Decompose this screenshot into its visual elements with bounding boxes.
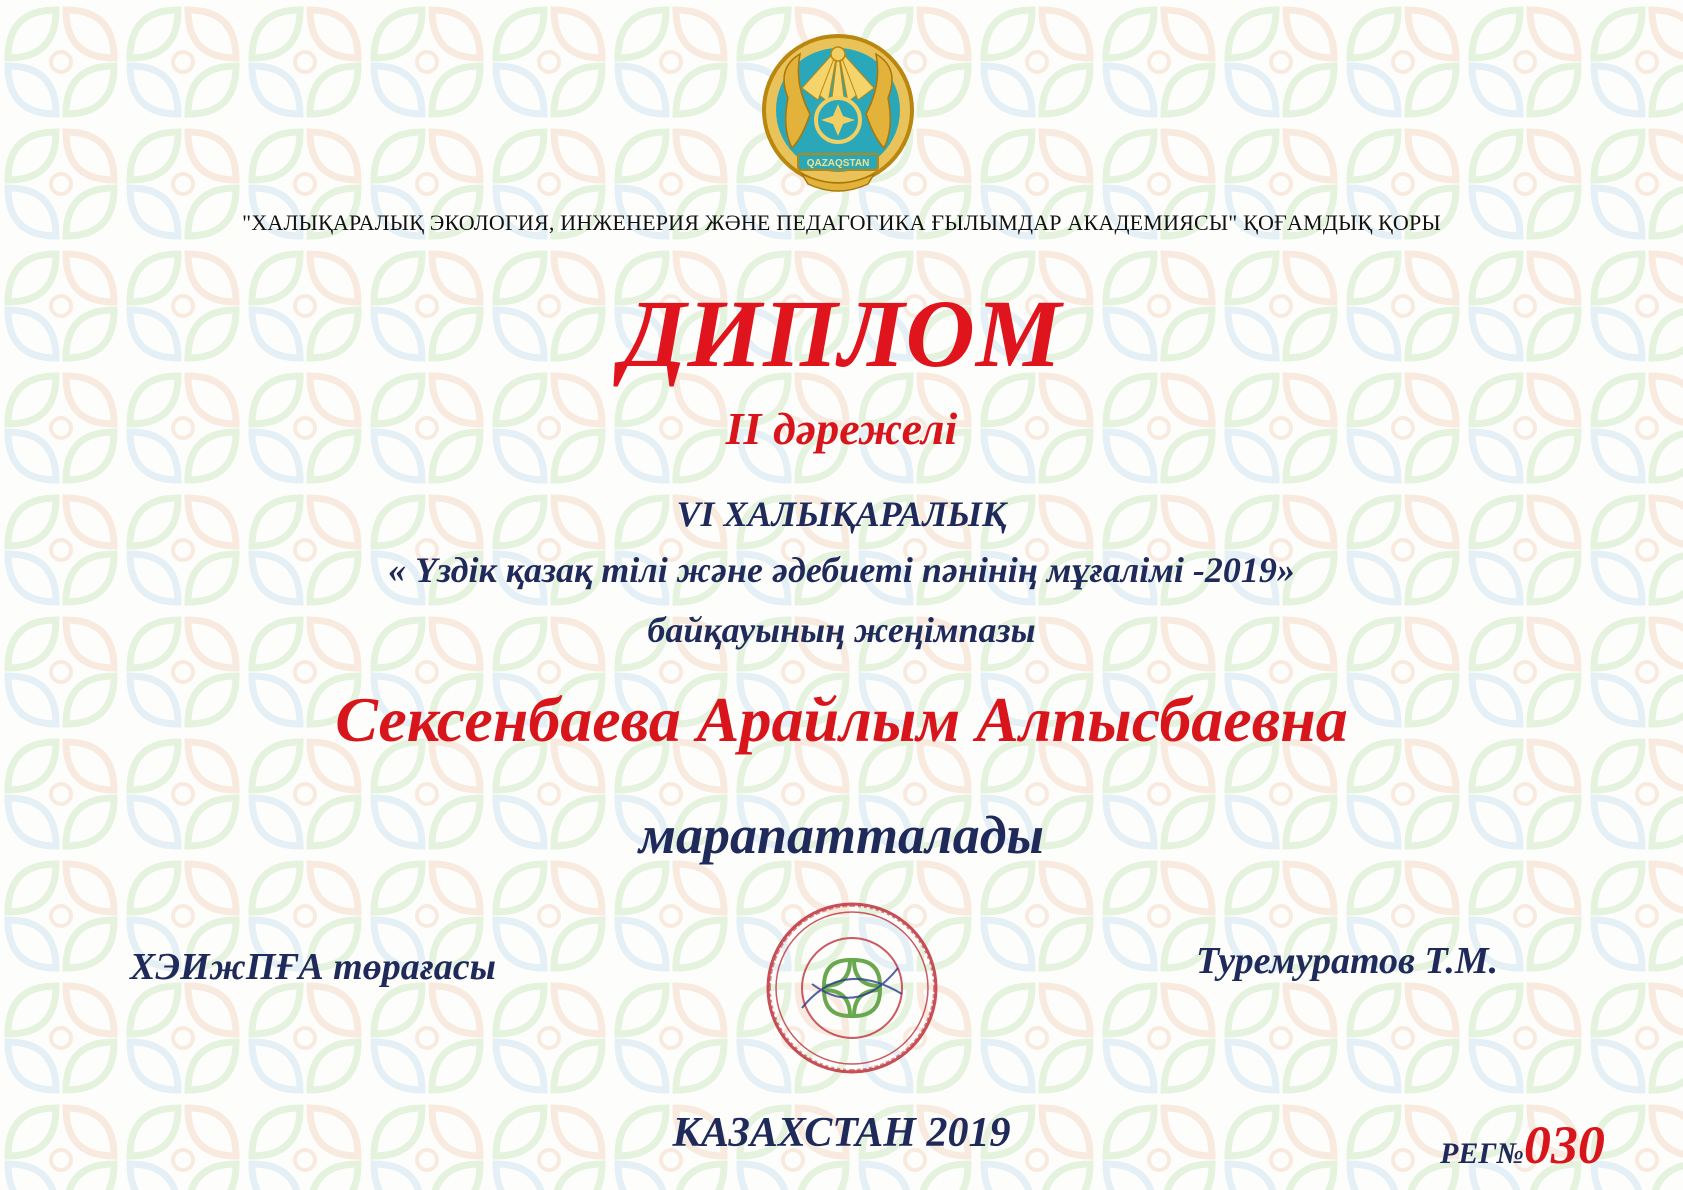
country-year: КАЗАХСТАН 2019 [672,1110,1011,1156]
awarded-text: марапатталады [639,805,1044,865]
official-stamp [762,898,942,1078]
competition-line-2: « Үздік қазақ тілі және әдебиеті пәнінің мұғалімі -2019» [388,550,1295,590]
diploma-degree: ІІ дәрежелі [725,403,958,454]
organization-name: "ХАЛЫҚАРАЛЫҚ ЭКОЛОГИЯ, ИНЖЕНЕРИЯ ЖӘНЕ ПЕДАГОГИКА ҒЫЛЫМДАР АКАДЕМИЯСЫ" ҚОҒАМДЫҚ ҚОРЫ [242,210,1441,235]
registration-number [1440,1115,1605,1175]
competition-line-3: байқауының жеңімпазы [647,610,1036,650]
signatory-name: Туремуратов Т.М. [1196,940,1499,982]
competition-line-1: VI ХАЛЫҚАРАЛЫҚ [676,494,1007,534]
diploma-title: ДИПЛОМ [620,280,1063,387]
emblem-text: QAZAQSTAN [806,158,870,169]
registration-label: РЕГ№ [1440,1137,1524,1170]
registration-value: 030 [1523,1115,1605,1175]
state-emblem [758,28,918,198]
signatory-position: ХЭИжПҒА төрағасы [130,946,496,988]
recipient-name: Сексенбаева Арайлым Алпысбаевна [335,684,1348,755]
